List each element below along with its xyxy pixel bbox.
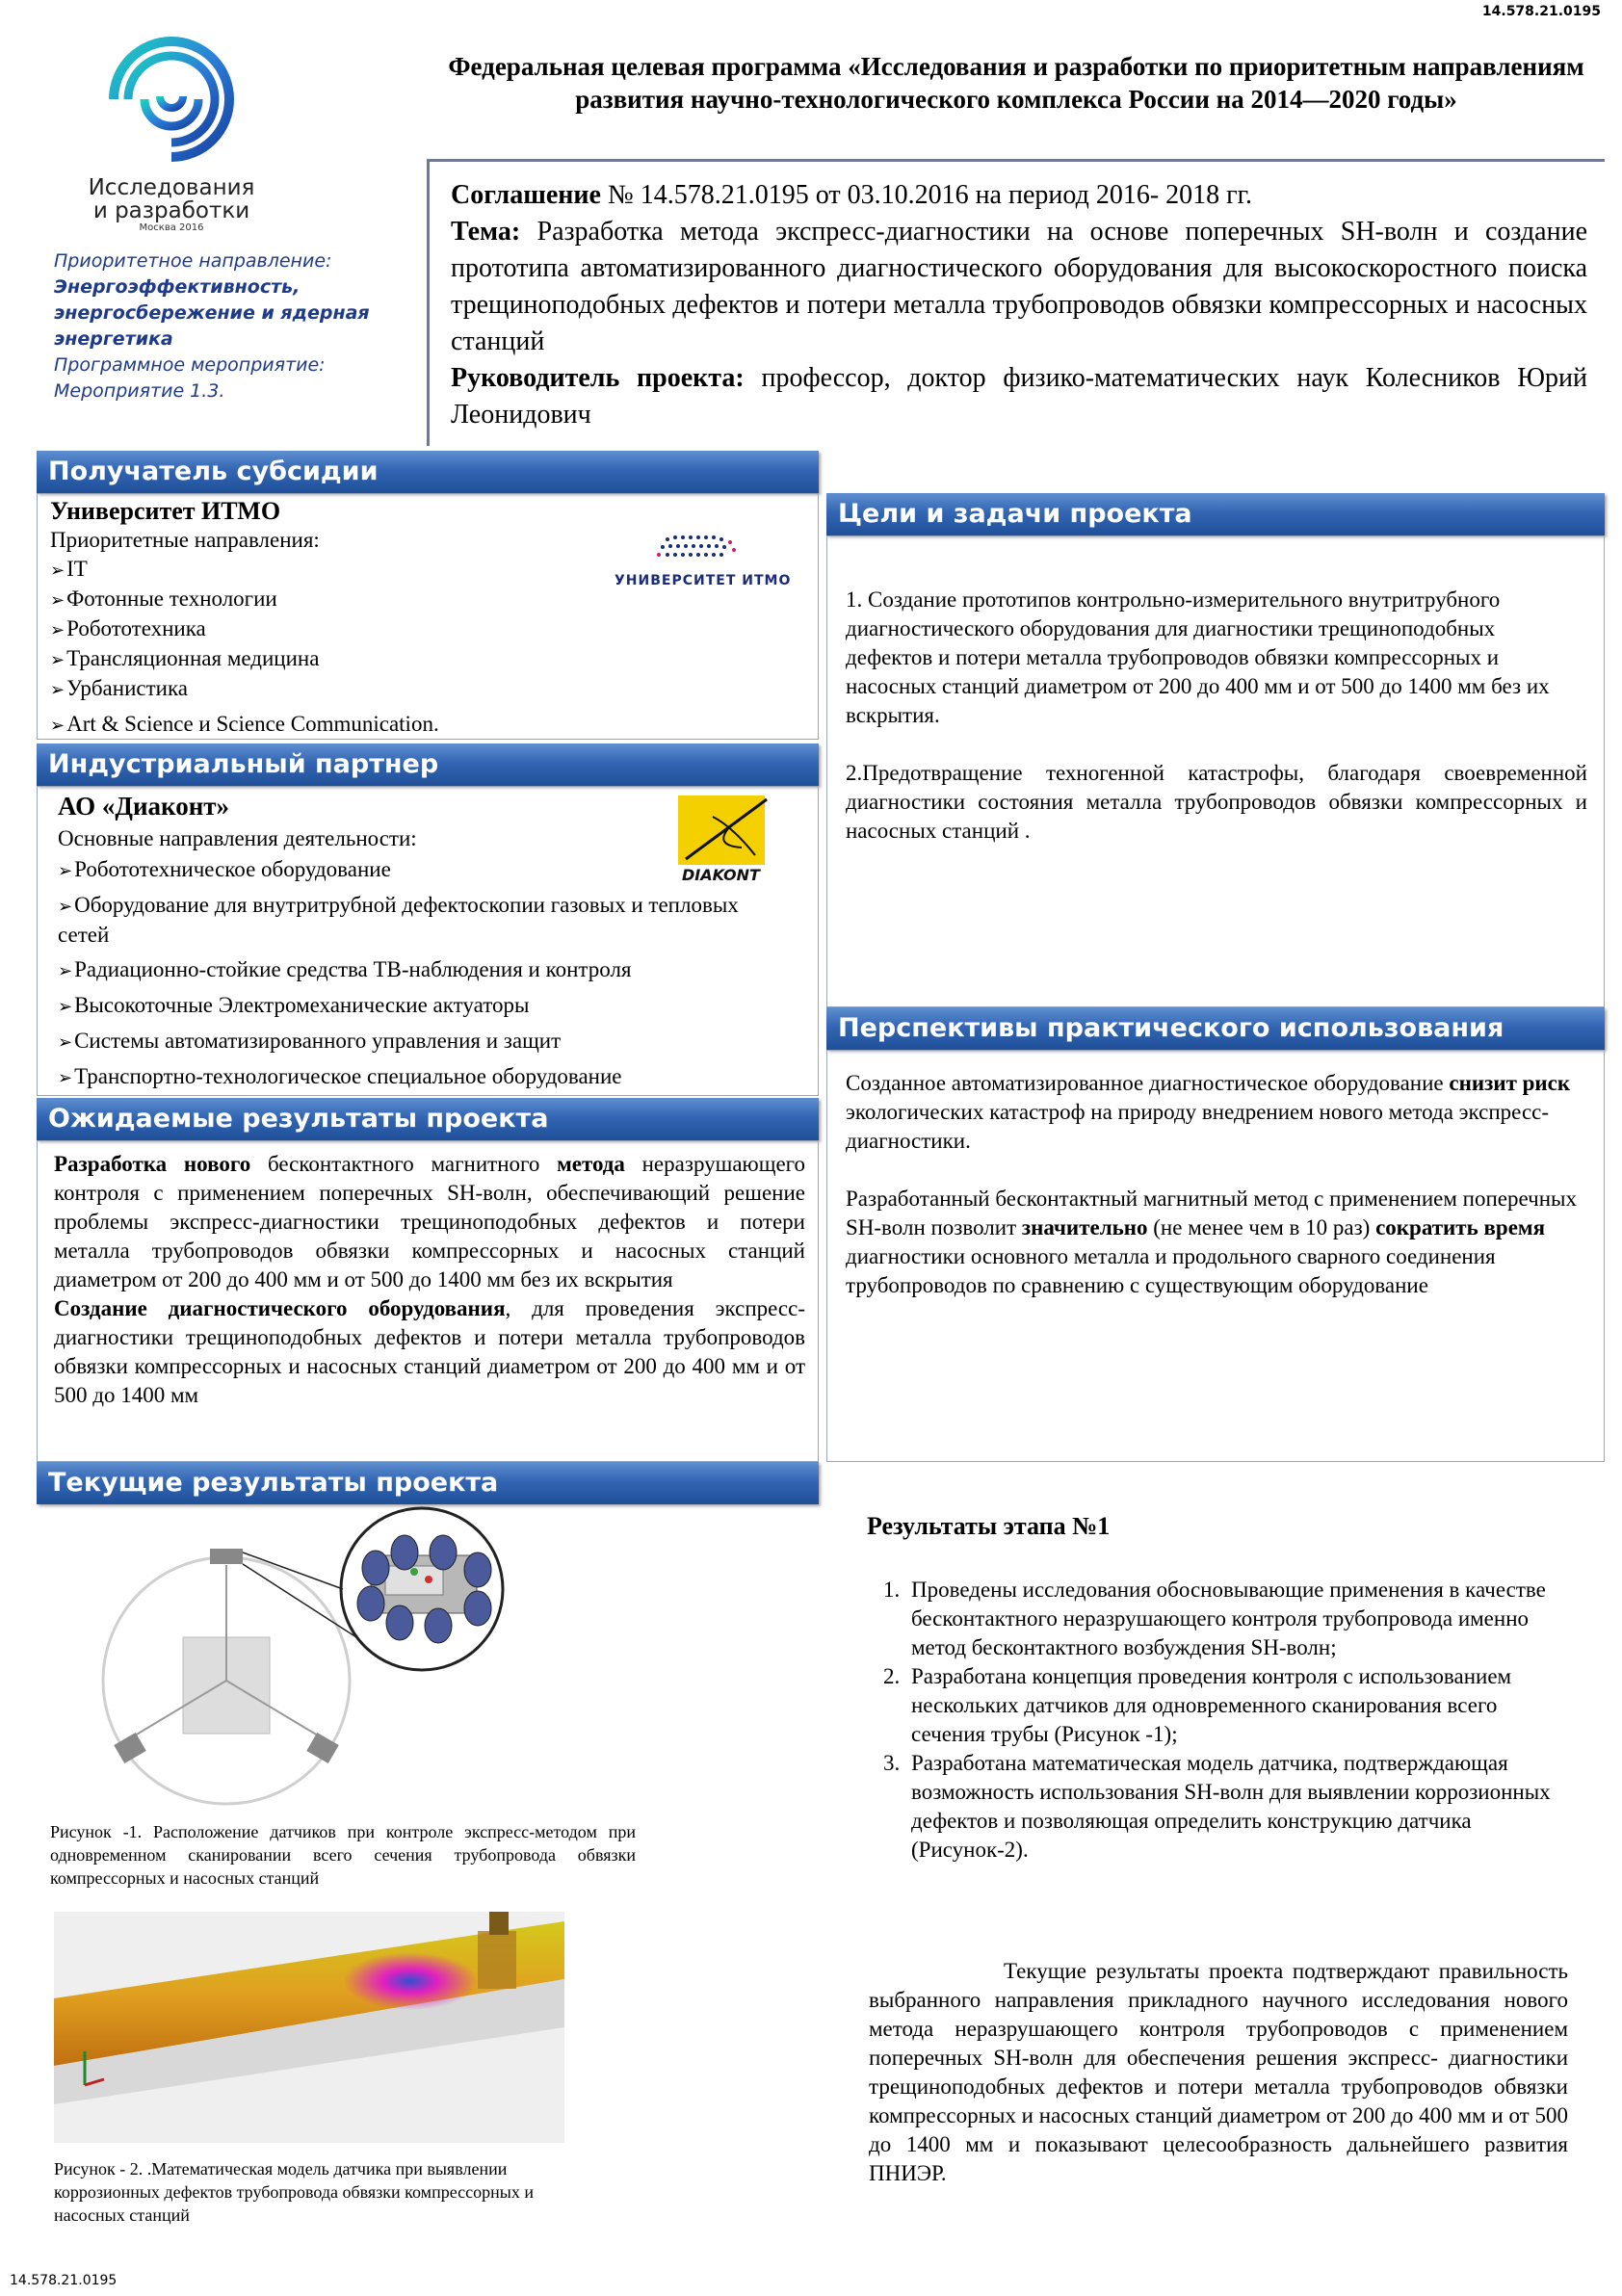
prospects-p2-a: Разработанный бесконтактный магнитный метод с применением поперечных SH-волн позволит	[846, 1187, 1577, 1239]
prospects-p1	[846, 1069, 1587, 1156]
expected-word1: Разработка	[54, 1152, 168, 1176]
itmo-dots-icon	[615, 530, 798, 568]
goals-content	[846, 586, 1587, 846]
stage-title: Результаты этапа №1	[867, 1512, 1111, 1540]
list-item: ➢ Системы автоматизированного управления и защит	[58, 1027, 785, 1057]
prospects-p2-c: диагностики основного металла и продольного сварного соединения трубопроводов по сравнению с существующим оборудование	[846, 1244, 1496, 1297]
itmo-logo-text: УНИВЕРСИТЕТ ИТМО	[615, 573, 792, 588]
priority-value: Энергоэффективность, энергосбережение и ядерная энергетика	[54, 276, 370, 350]
list-item: ➢ Art & Science и Science Communication.	[50, 710, 628, 740]
sensor-layout-diagram	[96, 1502, 636, 1820]
list-item: ➢ Робототехническое оборудование	[58, 855, 785, 885]
recipient-content	[50, 497, 628, 740]
logo-line1: Исследования	[88, 175, 255, 200]
sensor-model-diagram	[54, 1912, 564, 2143]
event-label: Программное мероприятие:	[54, 354, 326, 376]
agreement-value: № 14.578.21.0195 от 03.10.2016 на период 2016- 2018 гг.	[600, 180, 1252, 210]
event-value: Мероприятие 1.3.	[54, 380, 225, 402]
expected-p2	[54, 1294, 805, 1410]
topic-value: Разработка метода экспресс-диагностики на основе поперечных SH-волн и создание прототипа автоматизированного диагностического оборудования для высокоскоростного поиска трещиноподобных дефектов и потери металла трубопроводов обвязки компрессорных и насосных станций	[451, 217, 1587, 356]
recipient-subtitle: Приоритетные направления:	[50, 528, 320, 552]
prospects-p1-bold: снизит риск	[1449, 1071, 1571, 1095]
section-expected: Ожидаемые результаты проекта	[37, 1098, 819, 1140]
list-item: ➢ Радиационно-стойкие средства ТВ-наблюдения и контроля	[58, 955, 785, 985]
section-goals: Цели и задачи проекта	[826, 493, 1605, 535]
stage-results	[865, 1576, 1558, 1865]
list-item: ➢ IT	[50, 555, 628, 585]
doc-id-top: 14.578.21.0195	[1481, 4, 1601, 19]
expected-word2: нового	[183, 1152, 251, 1176]
conclusion: Текущие результаты проекта подтверждают правильность выбранного направления прикладного научного исследования нового метода неразрушающего контроля трубопроводов с применением поперечных SH-волн для обеспечения решения экспресс- диагностики трещиноподобных дефектов и потери металла трубопроводов обвязки компрессорных и насосных станций диаметром от 200 до 400 мм и от 500 до 1400 мм и показывают целесообразность дальнейшего развития ПНИЭР.	[869, 1959, 1568, 2185]
page-title: Федеральная целевая программа «Исследования и разработки по приоритетным направлениям развития научно-технологического комплекса России на 2014—2020 годы»	[448, 52, 1584, 114]
logo-city: Москва 2016	[139, 222, 204, 233]
figure-1-caption: Рисунок -1. Расположение датчиков при контроле экспресс-методом при одновременном сканировании всего сечения трубопровода обвязки компрессорных и насосных станций	[50, 1822, 636, 1888]
list-item: 3. Разработана математическая модель датчика, подтверждающая возможность использования SH-волн для выявлении коррозионных дефектов и позволяющая определить конструкцию датчика (Рисунок-2).	[905, 1749, 1558, 1865]
diakont-logo	[674, 788, 780, 884]
list-item: ➢ Урбанистика	[50, 674, 628, 704]
partner-name: АО «Диаконт»	[58, 792, 230, 821]
expected-word3: бесконтактного магнитного	[250, 1152, 558, 1176]
list-item: ➢ Фотонные технологии	[50, 585, 628, 614]
prospects-p1-a: Созданное автоматизированное диагностическое оборудование	[846, 1071, 1450, 1095]
section-current: Текущие результаты проекта	[37, 1462, 819, 1504]
figure-2	[54, 1912, 564, 2143]
list-item: ➢ Транспортно-технологическое специальное оборудование	[58, 1062, 785, 1092]
goals-p1: 1. Создание прототипов контрольно-измерительного внутритрубного диагностического оборудования для диагностики трещиноподобных дефектов и потери металла трубопроводов обвязки компрессорных и насосных станций диаметром от 200 до 400 мм и от 500 до 1400 мм без их вскрытия.	[846, 587, 1550, 727]
expected-word4: метода	[557, 1152, 625, 1176]
expected-p2-rest: , для проведения экспресс- диагностики трещиноподобных дефектов и потери металла трубопроводов обвязки компрессорных и насосных станций диаметром от 200 до 400 мм и от 500 до 1400 мм	[54, 1296, 806, 1407]
list-item: ➢ Высокоточные Электромеханические актуаторы	[58, 991, 785, 1021]
list-item: 1. Проведены исследования обосновывающие применения в качестве бесконтактного неразрушающего контроля трубопровода именно метод бесконтактного возбуждения SH-волн;	[905, 1576, 1558, 1662]
prospects-p1-b: экологических катастроф на природу внедрением нового метода экспресс-диагностики.	[846, 1100, 1550, 1153]
prospects-p2-b: (не менее чем в 10 раз)	[1147, 1215, 1376, 1239]
topic-label: Тема:	[451, 217, 521, 247]
partner-list	[58, 855, 785, 1092]
list-item: 2. Разработана концепция проведения контроля с использованием нескольких датчиков для одновременного сканирования всего сечения трубы (Рисунок -1);	[905, 1662, 1558, 1749]
diakont-logo-icon	[674, 788, 780, 884]
list-item: ➢ Трансляционная медицина	[50, 644, 628, 674]
logo-line2: и разработки	[92, 198, 250, 223]
section-partner: Индустриальный партнер	[37, 744, 819, 786]
diakont-logo-text: DIAKONT	[682, 866, 760, 884]
leader-label: Руководитель проекта:	[451, 363, 745, 393]
header-info-text	[451, 177, 1587, 433]
section-prospects: Перспективы практического использования	[826, 1007, 1605, 1050]
prospects-p2	[846, 1185, 1587, 1300]
section-recipient: Получатель субсидии	[37, 451, 819, 493]
list-item: ➢ Оборудование для внутритрубной дефектоскопии газовых и тепловых сетей	[58, 891, 785, 950]
program-logo-icon	[75, 27, 268, 171]
expected-p1-rest: неразрушающего контроля с применением поперечных SH-волн, обеспечивающий решение проблемы экспресс-диагностики трещиноподобных дефектов и потери металла трубопроводов обвязки компрессорных и насосных станций диаметром от 200 до 400 мм и от 500 до 1400 мм без их вскрытия	[54, 1152, 806, 1292]
prospects-p2-bold2: сократить время	[1375, 1215, 1546, 1239]
doc-id-bottom: 14.578.21.0195	[10, 2273, 118, 2288]
agreement-label: Соглашение	[451, 180, 601, 210]
priority-block	[54, 248, 372, 404]
recipient-name: Университет ИТМО	[50, 497, 281, 525]
figure-1	[96, 1502, 636, 1820]
priority-label: Приоритетное направление:	[54, 250, 332, 272]
figure-2-caption: Рисунок - 2. .Математическая модель датчика при выявлении коррозионных дефектов трубопровода обвязки компрессорных и насосных станций	[54, 2159, 534, 2225]
goals-p2: 2.Предотвращение техногенной катастрофы, благодаря своевременной диагностики состояния металла трубопроводов обвязки компрессорных и насосных станций .	[846, 761, 1587, 843]
expected-content	[54, 1150, 805, 1410]
partner-subtitle: Основные направления деятельности:	[58, 826, 417, 850]
prospects-p2-bold1: значительно	[1021, 1215, 1148, 1239]
expected-p1	[54, 1150, 805, 1294]
program-logo	[75, 27, 268, 233]
itmo-logo	[615, 530, 798, 597]
leader-value: профессор, доктор физико-математических наук Колесников Юрий Леонидович	[451, 363, 1587, 430]
prospects-content	[846, 1069, 1587, 1300]
recipient-list	[50, 555, 628, 740]
stage-results-list	[865, 1576, 1558, 1865]
expected-p2-bold: Создание диагностического оборудования	[54, 1296, 506, 1320]
list-item: ➢ Робототехника	[50, 614, 628, 644]
